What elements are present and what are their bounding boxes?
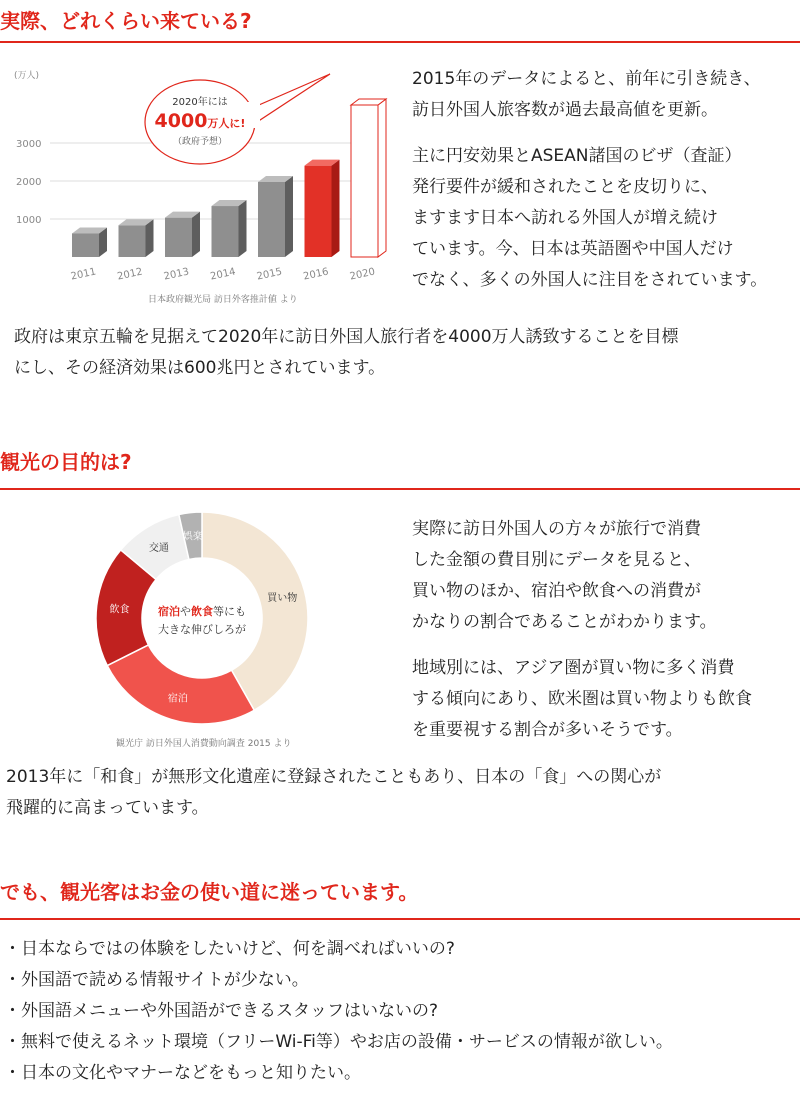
slice-label: 娯楽 <box>182 531 203 543</box>
slice-label: 買い物 <box>267 592 298 604</box>
heading-rule <box>0 488 800 490</box>
bar-2011 <box>72 227 107 257</box>
concerns-list <box>4 934 673 1089</box>
bar-2013 <box>165 212 200 257</box>
bar-2015 <box>258 176 293 257</box>
bar-2012 <box>119 219 154 257</box>
visitors-paragraph-2: 主に円安効果とASEAN諸国のビザ（査証） 発行要件が緩和されたことを皮切りに、 ますます日本へ訪れる外国人が増え続け ています。今、日本は英語圏や中国人だけ でなく、多くの外国人に注目をされています。 <box>412 146 768 290</box>
bar-2016 <box>305 160 340 257</box>
list-item: ・ 外国語で読める情報サイトが少ない。 <box>4 965 673 996</box>
callout-line1: 2020年には <box>172 97 228 108</box>
bar-2020 <box>351 99 386 257</box>
bar-2014 <box>212 200 247 257</box>
forecast-callout <box>145 74 330 164</box>
x-tick-label: 2013 <box>162 266 191 283</box>
x-tick-label: 2016 <box>302 266 330 283</box>
x-tick-label: 2020 <box>348 266 377 283</box>
y-tick-label: 3000 <box>16 139 42 150</box>
slice-label: 飲食 <box>109 604 130 616</box>
y-axis-unit: (万人) <box>14 71 40 81</box>
slice-label: 交通 <box>148 543 169 555</box>
washoku-text: 2013年に「和食」が無形文化遺産に登録されたこともあり、日本の「食」への関心が 飛躍的に高まっています。 <box>6 767 662 818</box>
visitors-goal-text: 政府は東京五輪を見据えて2020年に訪日外国人旅行者を4000万人誘致することを目標 にし、その経済効果は600兆円とされています。 <box>14 327 679 378</box>
section-heading-concerns: でも、観光客はお金の使い道に迷っています。 <box>0 880 419 904</box>
heading-rule <box>0 918 800 920</box>
visitor-bar-chart <box>10 62 390 312</box>
donut-center-line2: 大きな伸びしろが <box>158 623 246 636</box>
list-item: ・ 外国語メニューや外国語ができるスタッフはいないの? <box>4 996 673 1027</box>
heading-rule <box>0 41 800 43</box>
section-heading-purpose: 観光の目的は? <box>0 450 132 474</box>
donut-slice-宿泊 <box>107 645 254 724</box>
callout-note: （政府予想） <box>172 137 228 147</box>
x-tick-label: 2012 <box>116 266 144 283</box>
purpose-paragraph-2: 地域別には、アジア圏が買い物に多く消費 する傾向にあり、欧米圏は買い物よりも飲食 を重要視する割合が多いそうです。 <box>412 658 752 740</box>
x-tick-label: 2015 <box>255 266 284 283</box>
callout-value: 4000万人に! <box>154 110 246 132</box>
list-item: ・ 日本の文化やマナーなどをもっと知りたい。 <box>4 1058 673 1089</box>
visitors-paragraph-1: 2015年のデータによると、前年に引き続き、 訪日外国人旅客数が過去最高値を更新。 <box>412 69 761 120</box>
x-tick-label: 2014 <box>209 266 237 283</box>
list-item: ・ 無料で使えるネット環境（フリーWi-Fi等）やお店の設備・サービスの情報が欲しい。 <box>4 1027 673 1058</box>
donut-center-line1: 宿泊や飲食等にも <box>158 605 246 618</box>
y-tick-label: 2000 <box>16 177 42 188</box>
bar-chart-source: 日本政府観光局 訪日外客推計値 より <box>148 295 298 305</box>
slice-label: 宿泊 <box>167 693 188 705</box>
y-tick-label: 1000 <box>16 215 42 226</box>
section-heading-visitors: 実際、どれくらい来ている? <box>0 9 252 33</box>
donut-chart-source: 観光庁 訪日外国人消費動向調査 2015 より <box>116 739 292 749</box>
purpose-paragraph-1: 実際に訪日外国人の方々が旅行で消費 した金額の費目別にデータを見ると、 買い物のほか、宿泊や飲食への消費が かなりの割合であることがわかります。 <box>412 519 717 632</box>
list-item: ・ 日本ならではの体験をしたいけど、何を調べればいいの? <box>4 934 673 965</box>
x-tick-label: 2011 <box>69 266 98 283</box>
spending-donut-chart <box>92 508 312 728</box>
